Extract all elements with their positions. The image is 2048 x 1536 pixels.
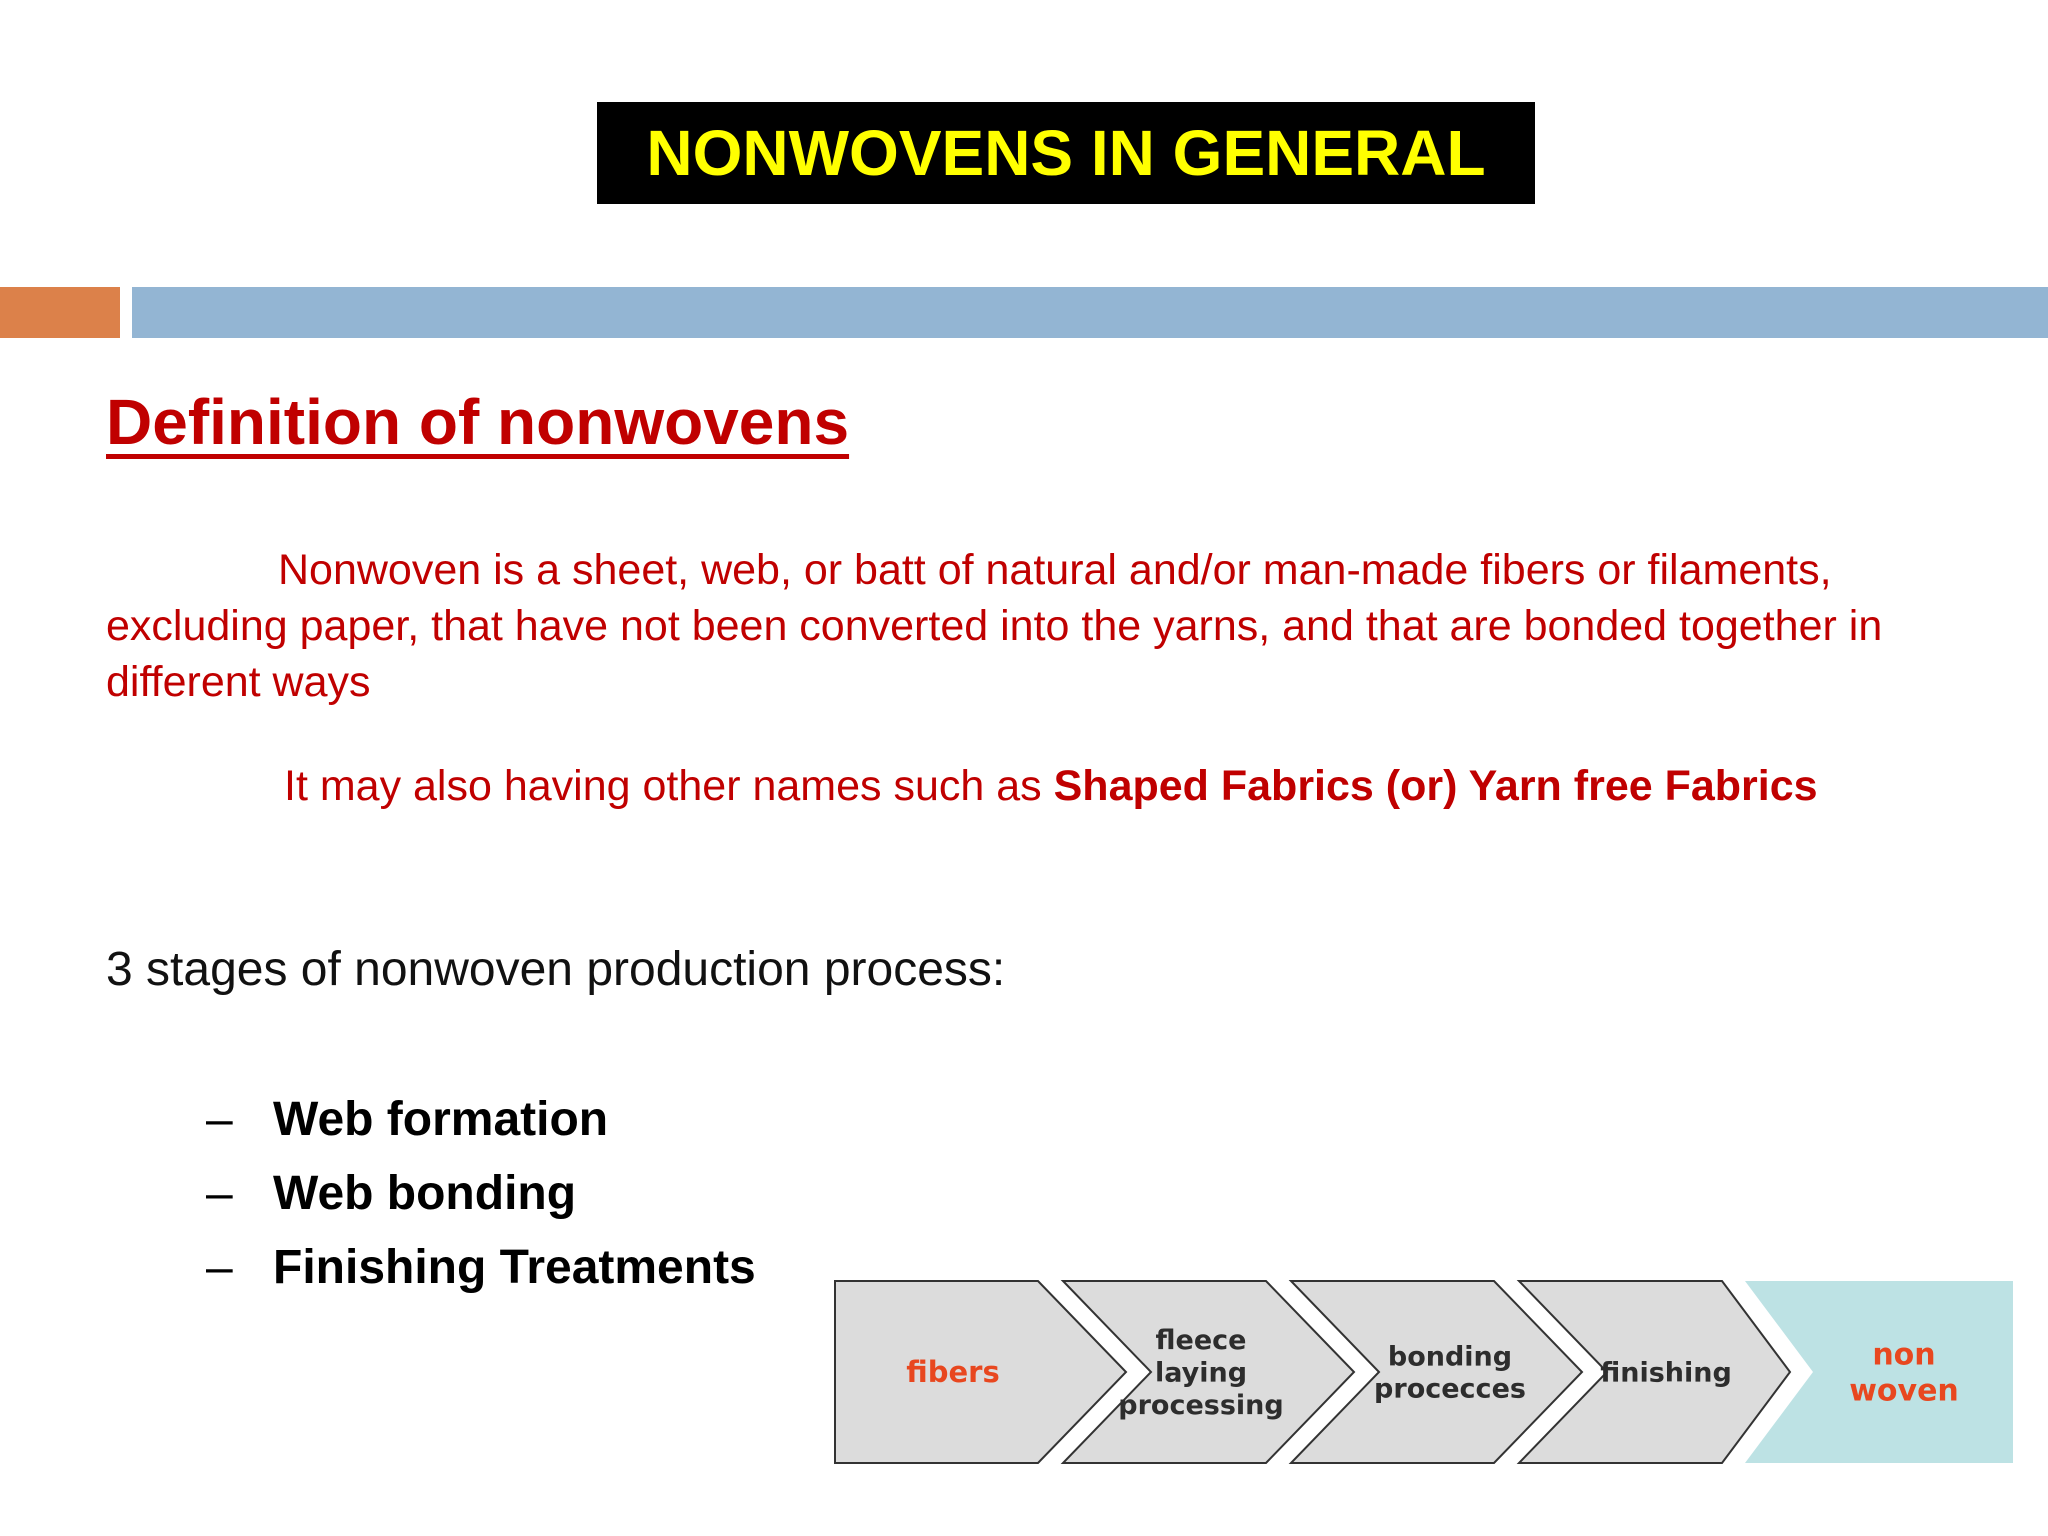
flow-label-line: processing [1118, 1389, 1284, 1421]
stage-item [206, 1162, 756, 1236]
definition-paragraph [106, 542, 2006, 710]
stage-dash: – [206, 1167, 233, 1220]
other-names-prefix: It may also having other names such as [284, 762, 1042, 810]
stage-label: Web formation [273, 1093, 609, 1146]
flow-label-line: finishing [1600, 1357, 1732, 1389]
section-heading: Definition of nonwovens [106, 386, 850, 458]
stage-dash: – [206, 1241, 233, 1294]
slide-title: NONWOVENS IN GENERAL [597, 102, 1535, 204]
flow-label-line: woven [1849, 1373, 1959, 1409]
flow-label-line: fleece [1155, 1325, 1247, 1357]
flow-label-fibers [906, 1355, 1000, 1389]
flow-label-line: fibers [906, 1355, 1000, 1390]
stage-list [206, 1088, 756, 1310]
other-names-paragraph [284, 762, 1818, 811]
flow-label-line: laying [1154, 1357, 1248, 1389]
stage-label: Finishing Treatments [273, 1241, 756, 1294]
accent-bar-orange [0, 287, 120, 338]
definition-text: Nonwoven is a sheet, web, or batt of natural and/or man-made fibers or filaments, excluding paper, that have not been converted into the yarns, and that are bonded together in different ways [106, 546, 1883, 706]
flow-label-bonding [1374, 1341, 1526, 1404]
process-flow-diagram [833, 1278, 2015, 1468]
flow-label-line: bonding [1387, 1341, 1513, 1373]
stage-item [206, 1236, 756, 1310]
flow-label-line: procecces [1374, 1373, 1526, 1405]
flow-label-line: non [1872, 1337, 1936, 1373]
stage-item [206, 1088, 756, 1162]
stages-label: 3 stages of nonwoven production process: [106, 943, 1006, 996]
accent-bar-blue [132, 287, 2048, 338]
stage-dash: – [206, 1093, 233, 1146]
other-names-bold: Shaped Fabrics (or) Yarn free Fabrics [1053, 762, 1818, 810]
stage-label: Web bonding [273, 1167, 577, 1220]
flow-label-finishing [1600, 1357, 1732, 1388]
